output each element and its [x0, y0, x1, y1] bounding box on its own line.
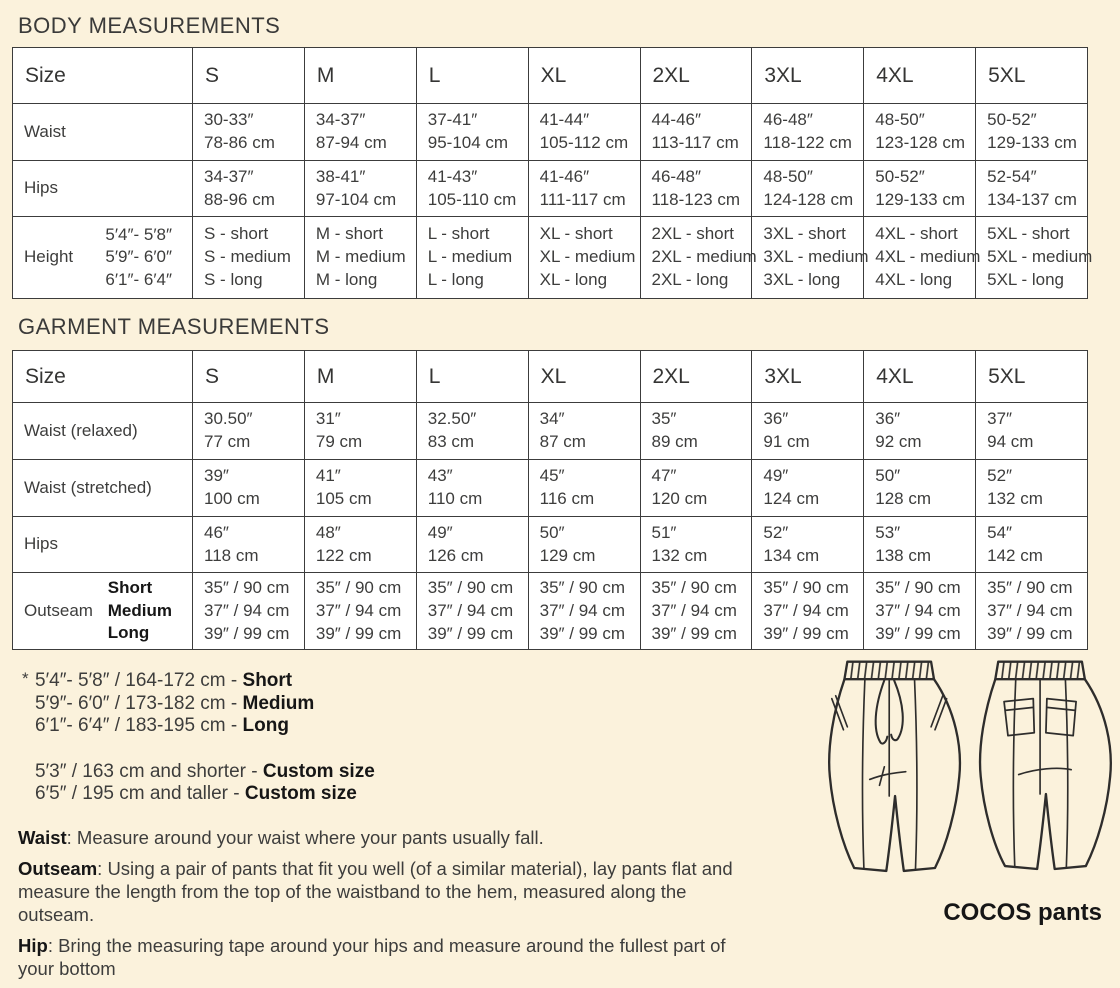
data-cell: 48-50″ 123-128 cm [864, 104, 976, 161]
row-sublabels: Short Medium Long [107, 578, 172, 643]
data-cell: 2XL - short 2XL - medium 2XL - long [640, 217, 752, 299]
data-cell: 36″ 91 cm [752, 403, 864, 460]
instruction-term: Waist [18, 827, 67, 848]
legend-range-text: 6′1″- 6′4″ / 183-195 cm - [35, 715, 243, 736]
instruction-text: : Measure around your waist where your pants usually fall. [66, 827, 544, 848]
legend-category: Medium [242, 692, 315, 714]
column-header-3xl: 3XL [752, 48, 864, 104]
legend-line [22, 668, 375, 693]
data-cell: 44-46″ 113-117 cm [640, 104, 752, 161]
row-label-text: Height [24, 247, 74, 267]
data-cell: 3XL - short 3XL - medium 3XL - long [752, 217, 864, 299]
column-header-3xl: 3XL [752, 351, 864, 403]
data-cell: 41-44″ 105-112 cm [528, 104, 640, 161]
data-cell: 5XL - short 5XL - medium 5XL - long [976, 217, 1088, 299]
legend-line [22, 761, 375, 784]
instruction-text: : Using a pair of pants that fit you well (of a similar material), lay pants flat and measure the length from the top of the waistband to the hem, measured along the outseam. [18, 858, 733, 925]
body-measurements-table [12, 47, 1093, 299]
body-measurements-title: BODY MEASUREMENTS [18, 13, 281, 38]
garment-measurements-title: GARMENT MEASUREMENTS [18, 314, 330, 339]
data-cell: 30-33″ 78-86 cm [193, 104, 305, 161]
legend-range-text: 5′9″- 6′0″ / 173-182 cm - [35, 692, 243, 714]
data-cell: 41-43″ 105-110 cm [416, 161, 528, 217]
data-cell: 37″ 94 cm [976, 403, 1088, 460]
legend-range-text: 5′4″- 5′8″ / 164-172 cm - [35, 670, 243, 691]
data-cell: 46-48″ 118-123 cm [640, 161, 752, 217]
data-cell: 52-54″ 134-137 cm [976, 161, 1088, 217]
data-cell: 50″ 128 cm [864, 460, 976, 517]
column-header-5xl: 5XL [976, 351, 1088, 403]
data-cell: 37-41″ 95-104 cm [416, 104, 528, 161]
row-label-text: Outseam [24, 600, 93, 620]
data-cell: 39″ 100 cm [193, 460, 305, 517]
column-header-5xl: 5XL [976, 48, 1088, 104]
column-header-2xl: 2XL [640, 48, 752, 104]
instruction-text: : Bring the measuring tape around your hips and measure around the fullest part of your bottom [18, 935, 726, 979]
legend-category: Short [242, 670, 293, 691]
data-cell: 48-50″ 124-128 cm [752, 161, 864, 217]
pants-illustration [824, 650, 1116, 905]
asterisk: * [22, 669, 29, 688]
data-cell: 35″ / 90 cm 37″ / 94 cm 39″ / 99 cm [193, 573, 305, 650]
column-header-size: Size [13, 48, 193, 104]
data-cell: 4XL - short 4XL - medium 4XL - long [864, 217, 976, 299]
data-cell: XL - short XL - medium XL - long [528, 217, 640, 299]
row-label-waist-stretched: Waist (stretched) [13, 460, 193, 517]
data-cell: 34-37″ 87-94 cm [304, 104, 416, 161]
garment-measurements-table [12, 350, 1088, 650]
row-label-hips: Hips [13, 161, 193, 217]
custom-size-legend-group [22, 761, 375, 806]
column-header-2xl: 2XL [640, 351, 752, 403]
column-header-xl: XL [528, 351, 640, 403]
legend-line [22, 693, 375, 716]
data-cell: 41-46″ 111-117 cm [528, 161, 640, 217]
data-cell: 54″ 142 cm [976, 517, 1088, 573]
data-cell: 35″ / 90 cm 37″ / 94 cm 39″ / 99 cm [304, 573, 416, 650]
column-header-size: Size [13, 351, 193, 403]
data-cell: 35″ / 90 cm 37″ / 94 cm 39″ / 99 cm [864, 573, 976, 650]
data-cell: 38-41″ 97-104 cm [304, 161, 416, 217]
data-cell: 47″ 120 cm [640, 460, 752, 517]
data-cell: L - short L - medium L - long [416, 217, 528, 299]
data-cell: S - short S - medium S - long [193, 217, 305, 299]
column-header-l: L [416, 48, 528, 104]
data-cell: 48″ 122 cm [304, 517, 416, 573]
data-cell: 52″ 134 cm [752, 517, 864, 573]
data-cell: 49″ 124 cm [752, 460, 864, 517]
data-cell: 50-52″ 129-133 cm [976, 104, 1088, 161]
instruction-hip [18, 934, 766, 980]
legend-line [22, 783, 375, 806]
data-cell: 50-52″ 129-133 cm [864, 161, 976, 217]
data-cell: 53″ 138 cm [864, 517, 976, 573]
data-cell: 46-48″ 118-122 cm [752, 104, 864, 161]
data-cell: 31″ 79 cm [304, 403, 416, 460]
column-header-s: S [193, 351, 305, 403]
data-cell: 36″ 92 cm [864, 403, 976, 460]
row-label-waist: Waist [13, 104, 193, 161]
data-cell: 35″ 89 cm [640, 403, 752, 460]
row-label-waist-relaxed: Waist (relaxed) [13, 403, 193, 460]
measuring-instructions [18, 826, 766, 988]
row-label-height [13, 217, 193, 299]
data-cell: 43″ 110 cm [416, 460, 528, 517]
data-cell: 35″ / 90 cm 37″ / 94 cm 39″ / 99 cm [640, 573, 752, 650]
data-cell: 41″ 105 cm [304, 460, 416, 517]
data-cell: M - short M - medium M - long [304, 217, 416, 299]
column-header-s: S [193, 48, 305, 104]
data-cell: 35″ / 90 cm 37″ / 94 cm 39″ / 99 cm [528, 573, 640, 650]
instruction-term: Outseam [18, 858, 98, 879]
data-cell: 46″ 118 cm [193, 517, 305, 573]
height-legend [22, 668, 375, 806]
legend-range-text: 5′3″ / 163 cm and shorter - [35, 760, 263, 782]
instruction-outseam [18, 857, 766, 926]
legend-category: Custom size [244, 783, 357, 804]
data-cell: 35″ / 90 cm 37″ / 94 cm 39″ / 99 cm [976, 573, 1088, 650]
legend-range-text: 6′5″ / 195 cm and taller - [35, 783, 245, 804]
row-sublabels: 5′4″- 5′8″ 5′9″- 6′0″ 6′1″- 6′4″ [105, 224, 172, 289]
column-header-m: M [304, 48, 416, 104]
instruction-waist [18, 826, 766, 849]
column-header-4xl: 4XL [864, 48, 976, 104]
data-cell: 49″ 126 cm [416, 517, 528, 573]
legend-category: Long [242, 715, 289, 736]
brand-label: COCOS pants [943, 899, 1102, 926]
data-cell: 35″ / 90 cm 37″ / 94 cm 39″ / 99 cm [416, 573, 528, 650]
legend-category: Custom size [262, 760, 375, 782]
height-legend-group [22, 668, 375, 738]
column-header-m: M [304, 351, 416, 403]
data-cell: 50″ 129 cm [528, 517, 640, 573]
legend-line [22, 715, 375, 738]
pants-back-illustration [980, 662, 1111, 869]
data-cell: 34-37″ 88-96 cm [193, 161, 305, 217]
column-header-xl: XL [528, 48, 640, 104]
row-label-hips: Hips [13, 517, 193, 573]
instruction-term: Hip [18, 935, 48, 956]
column-header-l: L [416, 351, 528, 403]
data-cell: 30.50″ 77 cm [193, 403, 305, 460]
data-cell: 51″ 132 cm [640, 517, 752, 573]
row-label-outseam [13, 573, 193, 650]
data-cell: 45″ 116 cm [528, 460, 640, 517]
column-header-4xl: 4XL [864, 351, 976, 403]
data-cell: 52″ 132 cm [976, 460, 1088, 517]
data-cell: 32.50″ 83 cm [416, 403, 528, 460]
data-cell: 34″ 87 cm [528, 403, 640, 460]
data-cell: 35″ / 90 cm 37″ / 94 cm 39″ / 99 cm [752, 573, 864, 650]
pants-front-illustration [829, 662, 960, 871]
